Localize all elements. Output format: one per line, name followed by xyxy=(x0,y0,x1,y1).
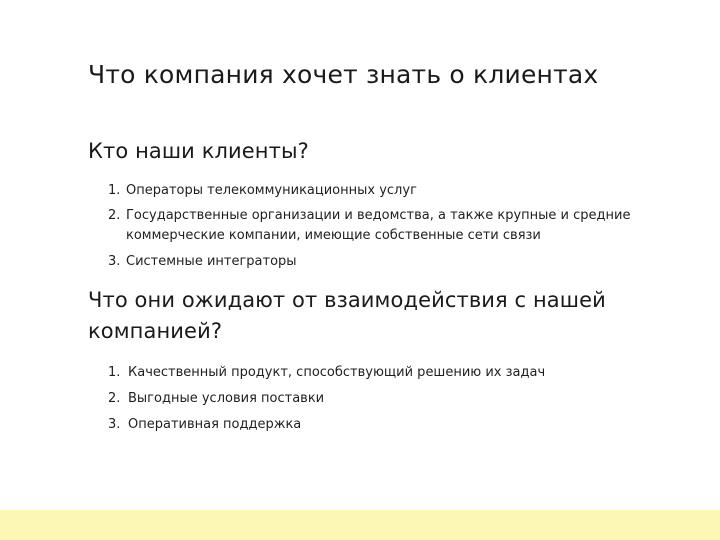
list-item-number: 2. xyxy=(108,208,121,223)
list-item-number: 2. xyxy=(108,391,121,406)
expectations-list xyxy=(108,363,628,441)
list-item xyxy=(108,206,648,246)
list-item-text: Оперативная поддержка xyxy=(128,417,302,432)
list-item-text: Системные интеграторы xyxy=(126,254,297,269)
section-heading-expectations: Что они ожидают от взаимодействия с нашей компанией? xyxy=(88,288,606,343)
list-item xyxy=(108,363,628,382)
footer-band xyxy=(0,510,720,540)
list-item xyxy=(108,415,628,434)
list-item xyxy=(108,250,648,273)
list-item-number: 1. xyxy=(108,365,121,380)
list-item-text: Выгодные условия поставки xyxy=(128,391,325,406)
list-item-text: Государственные организации и ведомства, а также крупные и средние коммерческие компании, имеющие собственные сети связи xyxy=(126,208,631,243)
list-item-number: 3. xyxy=(108,417,121,432)
list-item-number: 3. xyxy=(108,254,121,269)
slide-title: Что компания хочет знать о клиентах xyxy=(88,60,599,89)
list-item xyxy=(108,389,628,408)
section-heading-clients: Кто наши клиенты? xyxy=(88,139,309,163)
list-item-number: 1. xyxy=(108,183,121,198)
list-item xyxy=(108,179,648,202)
list-item-text: Операторы телекоммуникационных услуг xyxy=(126,183,417,198)
list-item-text: Качественный продукт, способствующий решению их задач xyxy=(128,365,546,380)
clients-list xyxy=(108,179,648,273)
